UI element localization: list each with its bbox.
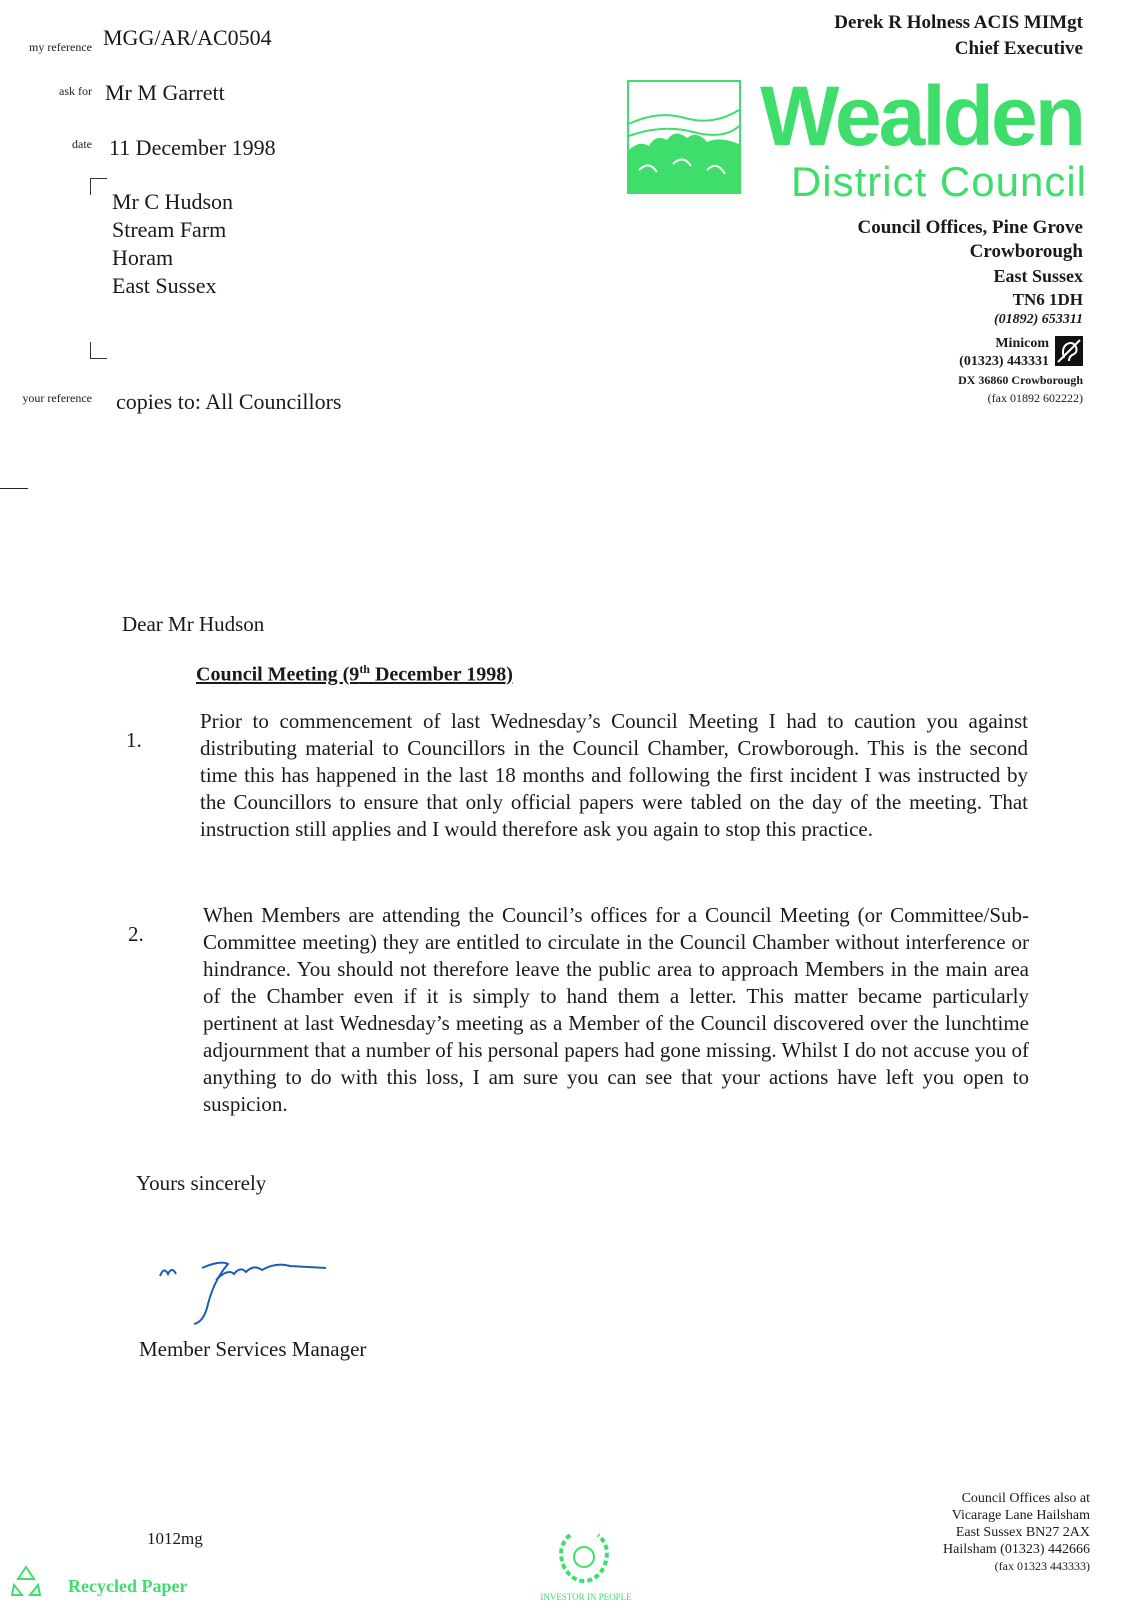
closing: Yours sincerely (136, 1171, 267, 1195)
subject-superscript: th (359, 662, 370, 676)
other-offices-line-1: Council Offices also at (961, 1491, 1090, 1506)
handwritten-signature (158, 1240, 358, 1330)
minicom-number: (01323) 443331 (959, 354, 1049, 369)
investor-in-people-wreath-icon (548, 1527, 620, 1587)
signature-scribble-icon (158, 1240, 358, 1330)
council-fax: (fax 01892 602222) (987, 391, 1083, 405)
other-offices-line-4: Hailsham (01323) 442666 (943, 1542, 1090, 1557)
paragraph-1-number: 1. (126, 728, 142, 752)
landscape-emblem-icon (627, 80, 741, 194)
dx-address: DX 36860 Crowborough (958, 373, 1083, 387)
council-phone: (01892) 653311 (993, 312, 1083, 327)
subject-text-start: Council Meeting (9 (196, 663, 360, 686)
copies-to: copies to: All Councillors (116, 389, 342, 414)
minicom-ear-icon (1055, 336, 1083, 366)
my-reference-label: my reference (29, 40, 92, 54)
recycle-icon (8, 1563, 44, 1599)
officer-name: Derek R Holness ACIS MIMgt (834, 12, 1083, 33)
signatory-title: Member Services Manager (139, 1337, 367, 1361)
council-logo-emblem (627, 80, 741, 194)
paragraph-1-text: Prior to commencement of last Wednesday’s Council Meeting I had to caution you against distributing material to Councillors in the Council Chamber, Crowborough. This is the second time this has happened in the last 18 months and following the first incident I was instructed by the Councillors to ensure that only official papers were tabled on the day of the meeting. That instruction still applies and I would therefore ask you again to stop this practice. (200, 709, 1028, 841)
recipient-line-4: East Sussex (112, 273, 217, 298)
recycled-paper-label: Recycled Paper (68, 1576, 188, 1596)
council-postcode: TN6 1DH (1012, 290, 1083, 309)
council-address-line-1: Council Offices, Pine Grove (857, 217, 1083, 238)
paragraph-2-text: When Members are attending the Council’s offices for a Council Meeting (or Committee/Sub-Committee meeting) they are entitled to circulate in the Council Chamber without interference or hindrance. You should not therefore leave the public area to approach Members in the main area of the Chamber even if it is simply to hand them a letter. This matter became particularly pertinent at last Wednesday’s meeting as a Member of the Council discovered over the lunchtime adjournment that a number of his personal papers had gone missing. Whilst I do not accuse you of anything to do with this loss, I am sure you can see that your actions have left you open to suspicion. (203, 903, 1029, 1116)
other-offices-line-2: Vicarage Lane Hailsham (951, 1508, 1090, 1523)
paragraph-2-number: 2. (128, 922, 144, 946)
recipient-address (112, 188, 233, 300)
council-address-line-3: East Sussex (993, 266, 1083, 286)
logo-wordmark-district-council: District Council (790, 158, 1087, 205)
ask-for-label: ask for (59, 84, 92, 98)
officer-title: Chief Executive (954, 38, 1083, 59)
recipient-line-2: Stream Farm (112, 217, 227, 242)
address-window-corner-top (90, 178, 107, 195)
other-offices-line-5: (fax 01323 443333) (994, 1559, 1090, 1573)
minicom-label: Minicom (995, 336, 1049, 351)
subject-text-end: December 1998) (369, 663, 513, 686)
address-window-corner-bottom (90, 342, 107, 359)
date-value: 11 December 1998 (109, 135, 276, 160)
recipient-line-3: Horam (112, 245, 174, 270)
other-offices-line-3: East Sussex BN27 2AX (955, 1525, 1090, 1540)
ask-for-value: Mr M Garrett (105, 80, 225, 105)
recipient-name: Mr C Hudson (112, 189, 234, 214)
salutation: Dear Mr Hudson (122, 612, 265, 636)
subject-heading (196, 662, 513, 687)
council-address-line-2: Crowborough (969, 241, 1083, 262)
document-ref-code: 1012mg (147, 1529, 203, 1548)
your-reference-label: your reference (22, 391, 92, 405)
logo-wordmark-wealden: Wealden (760, 69, 1083, 163)
fold-mark (0, 488, 28, 489)
investor-in-people-label: INVESTOR IN PEOPLE (540, 1592, 632, 1602)
date-label: date (72, 137, 92, 151)
my-reference-value: MGG/AR/AC0504 (103, 25, 272, 50)
other-offices-address (943, 1490, 1090, 1575)
